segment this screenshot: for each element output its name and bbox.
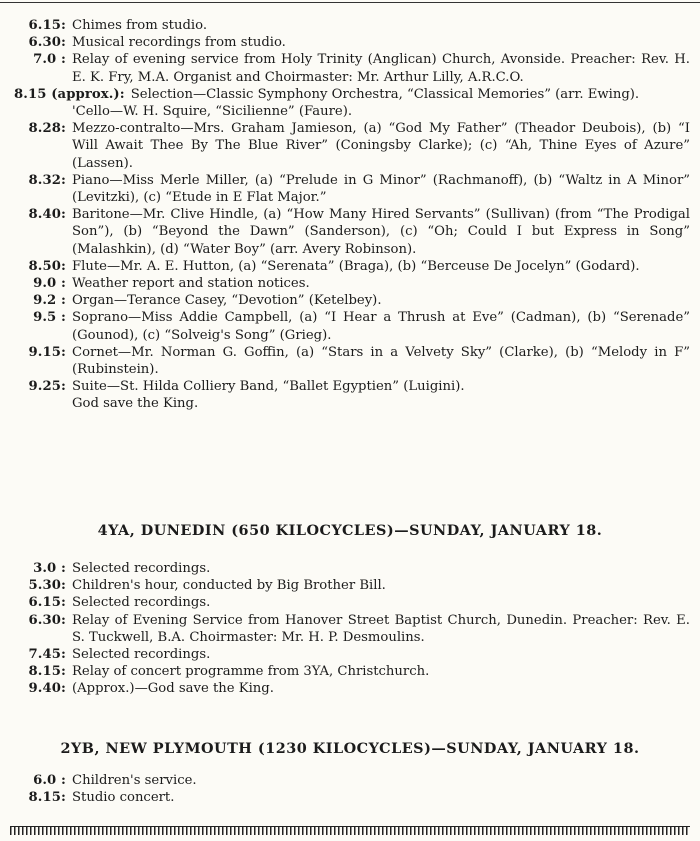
programme-entry <box>14 292 690 309</box>
programme-entry <box>14 594 690 611</box>
top-rule <box>0 2 700 3</box>
station-heading-2yb: 2YB, NEW PLYMOUTH (1230 KILOCYCLES)—SUNDAY, JANUARY 18. <box>60 740 640 757</box>
programme-entry <box>14 560 690 577</box>
entry-text: Cornet—Mr. Norman G. Goffin, (a) “Stars in a Velvety Sky” (Clarke), (b) “Melody in F” (Rubinstein). <box>72 344 690 378</box>
entry-text: Musical recordings from studio. <box>72 35 286 51</box>
entry-time: 8.50: <box>28 258 66 274</box>
entry-text: Relay of Evening Service from Hanover Street Baptist Church, Dunedin. Preacher: Rev. E. S. Tuckwell, B.A. Choirmaster: Mr. H. P. Desmoulins. <box>72 612 690 645</box>
programme-entry <box>14 680 690 697</box>
programme-entry <box>14 309 690 343</box>
entry-text: Selection—Classic Symphony Orchestra, “Classical Memories” (arr. Ewing). <box>130 86 640 102</box>
programme-entry <box>14 789 690 806</box>
station-heading-4ya: 4YA, DUNEDIN (650 KILOCYCLES)—SUNDAY, JANUARY 18. <box>97 522 603 539</box>
entry-text: God save the King. <box>72 396 199 412</box>
entry-time: 5.30: <box>28 578 66 594</box>
programme-entry <box>14 772 690 789</box>
entry-time: 9.40: <box>28 681 66 697</box>
programme-entry <box>14 275 690 292</box>
programme-entry <box>14 103 690 120</box>
entry-time: 7.45: <box>28 647 66 663</box>
entry-time: 6.15: <box>28 595 66 611</box>
programme-entry <box>14 17 690 34</box>
entry-time: 9.2 : <box>33 293 66 309</box>
entry-time: 9.25: <box>28 379 66 395</box>
programme-entry <box>14 206 690 258</box>
programme-entry <box>14 663 690 680</box>
entry-time: 3.0 : <box>33 561 66 576</box>
entry-text: Mezzo-contralto—Mrs. Graham Jamieson, (a) “God My Father” (Theador Deubois), (b) “I Will Await Thee By The Blue River” (Coningsby Clarke); (c) “Ah, Thine Eyes of Azure” (Lassen). <box>72 121 690 171</box>
entry-text: Children's hour, conducted by Big Brother Bill. <box>72 578 386 594</box>
programme-entry <box>14 34 690 51</box>
entry-time: 6.15: <box>28 18 66 33</box>
programme-list-2yb <box>14 772 690 806</box>
entry-text: Baritone—Mr. Clive Hindle, (a) “How Many Hired Servants” (Sullivan) (from “The Prodigal Son”), (b) “Beyond the Dawn” (Sanderson), (c) “Oh; Could I but Express in Song” (Malashkin), (d) “Water Boy” (arr. Avery Robinson). <box>72 207 690 257</box>
entry-time: 9.5 : <box>33 310 66 326</box>
programme-entry <box>14 120 690 172</box>
bottom-decorative-rule <box>10 826 690 835</box>
closing-line <box>14 395 690 412</box>
entry-time: 8.28: <box>28 121 66 137</box>
entry-text: Organ—Terance Casey, “Devotion” (Ketelbey). <box>72 293 382 309</box>
programme-entry <box>14 258 690 275</box>
entry-time: 8.15: <box>28 664 66 680</box>
entry-time: 7.0 : <box>33 52 66 68</box>
entry-text: (Approx.)—God save the King. <box>72 681 274 697</box>
entry-text: Soprano—Miss Addie Campbell, (a) “I Hear a Thrush at Eve” (Cadman), (b) “Serenade” (Gounod), (c) “Solveig's Song” (Grieg). <box>72 310 690 343</box>
entry-time: 8.32: <box>28 172 66 188</box>
entry-time: 8.40: <box>28 207 66 223</box>
entry-time: 9.15: <box>28 344 66 360</box>
entry-text: Weather report and station notices. <box>72 276 310 292</box>
programme-entry <box>14 612 690 646</box>
entry-text: Selected recordings. <box>72 595 211 611</box>
entry-time: 6.30: <box>28 35 66 51</box>
entry-time: 6.0 : <box>33 773 66 788</box>
programme-entry <box>14 344 690 378</box>
entry-text: Studio concert. <box>72 790 175 806</box>
entry-time: 9.0 : <box>33 276 66 292</box>
entry-text: Children's service. <box>72 773 197 788</box>
entry-text: Selected recordings. <box>72 647 211 663</box>
entry-text: Relay of evening service from Holy Trinity (Anglican) Church, Avonside. Preacher: Rev. H. E. K. Fry, M.A. Organist and Choirmaster: Mr. Arthur Lilly, A.R.C.O. <box>72 52 690 85</box>
entry-text: Chimes from studio. <box>72 18 208 33</box>
programme-entry <box>14 86 690 103</box>
entry-time: 6.30: <box>28 612 66 628</box>
entry-text: Piano—Miss Merle Miller, (a) “Prelude in G Minor” (Rachmanoff), (b) “Waltz in A Minor” (Levitzki), (c) “Etude in E Flat Major.” <box>72 172 690 206</box>
entry-text: Suite—St. Hilda Colliery Band, “Ballet Egyptien” (Luigini). <box>72 379 465 395</box>
entry-text: Selected recordings. <box>72 561 211 576</box>
programme-entry <box>14 577 690 594</box>
entry-text: 'Cello—W. H. Squire, “Sicilienne” (Faure). <box>72 104 353 120</box>
programme-entry <box>14 51 690 85</box>
entry-text: Flute—Mr. A. E. Hutton, (a) “Serenata” (Braga), (b) “Berceuse De Jocelyn” (Godard). <box>72 258 640 274</box>
programme-list-4ya <box>14 560 690 698</box>
entry-time: 8.15: <box>28 790 66 806</box>
programme-entry <box>14 378 690 395</box>
programme-entry <box>14 172 690 206</box>
entry-time: 8.15 (approx.): <box>14 86 125 102</box>
entry-text: Relay of concert programme from 3YA, Christchurch. <box>72 664 430 680</box>
programme-entry <box>14 646 690 663</box>
programme-list-3ya <box>14 17 690 413</box>
